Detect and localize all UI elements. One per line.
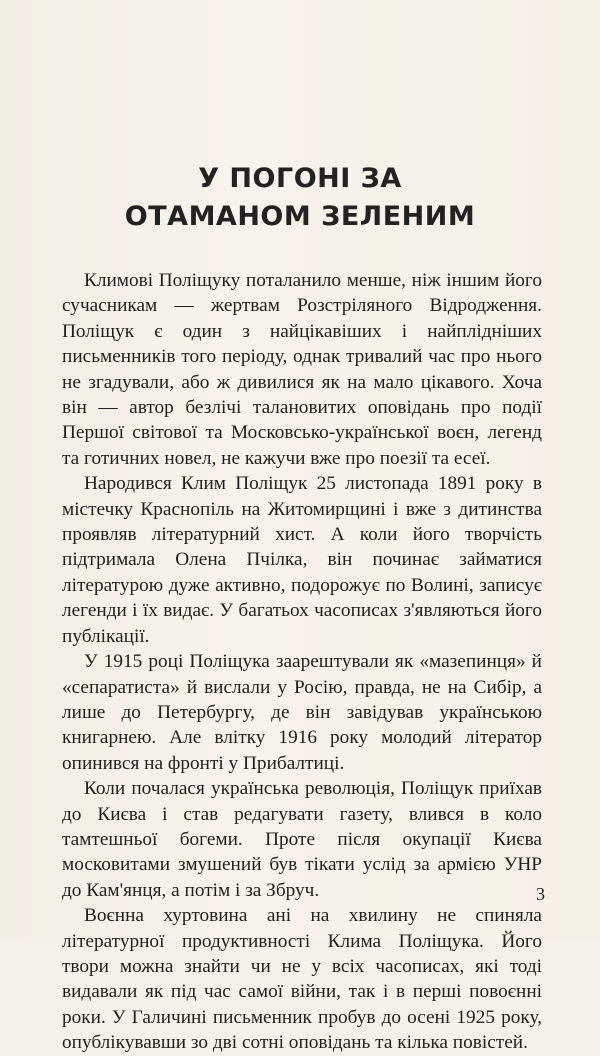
page-number: 3 [536,884,545,904]
paragraph: Воєнна хуртовина ані на хвилину не спиняла літературної продуктивності Клима Поліщука. Його твори можна знайти чи не у всіх часописах, які тоді видавали як під час самої війни, так і в перші повоєнні роки. У Галичині письменник пробув до осені 1925 року, опублікувавши зо дві сотні оповідань та кілька повістей. [62,905,542,1054]
paragraph: Народився Клим Поліщук 25 листопада 1891 року в містечку Краснопіль на Житомирщині і вже з дитинства проявляв літературний хист. А коли його творчість підтримала Олена Пчілка, він починає займатися літературою дуже активно, подорожує по Волині, записує легенди і їх видає. У багатьох часописах з'являються його публікації. [62,473,542,647]
chapter-title [0,160,600,236]
paragraph: У 1915 році Поліщука заарештували як «мазепинця» й «сепаратиста» й вислали у Росію, правда, не на Сибір, а лише до Петербургу, де він завідував українською книгарнею. Але влітку 1916 року молодий літератор опинився на фронті у Прибалтиці. [62,651,542,774]
paragraph: Климові Поліщуку поталанило менше, ніж іншим його сучасникам — жертвам Розстріляного Відродження. Поліщук є один з найцікавіших і найплідніших письменників того періоду, однак тривалий час про нього не згадували, або ж дивилися як на мало цікавого. Хоча він — автор безлічі талановитих оповідань про події Першої світової та Московсько-української воєн, легенд та готичних новел, не кажучи вже про поезії та есеї. [62,270,542,469]
paragraph: Коли почалася українська революція, Поліщук приїхав до Києва і став редагувати газету, влився в коло тамтешньої богеми. Проте після окупації Києва московитами змушений був тікати услід за армією УНР до Кам'янця, а потім і за Збруч. [62,778,542,901]
chapter-title-line-1: У ПОГОНІ ЗА [198,163,402,194]
chapter-title-line-2: ОТАМАНОМ ЗЕЛЕНИМ [124,201,476,232]
chapter-body [62,268,542,1056]
